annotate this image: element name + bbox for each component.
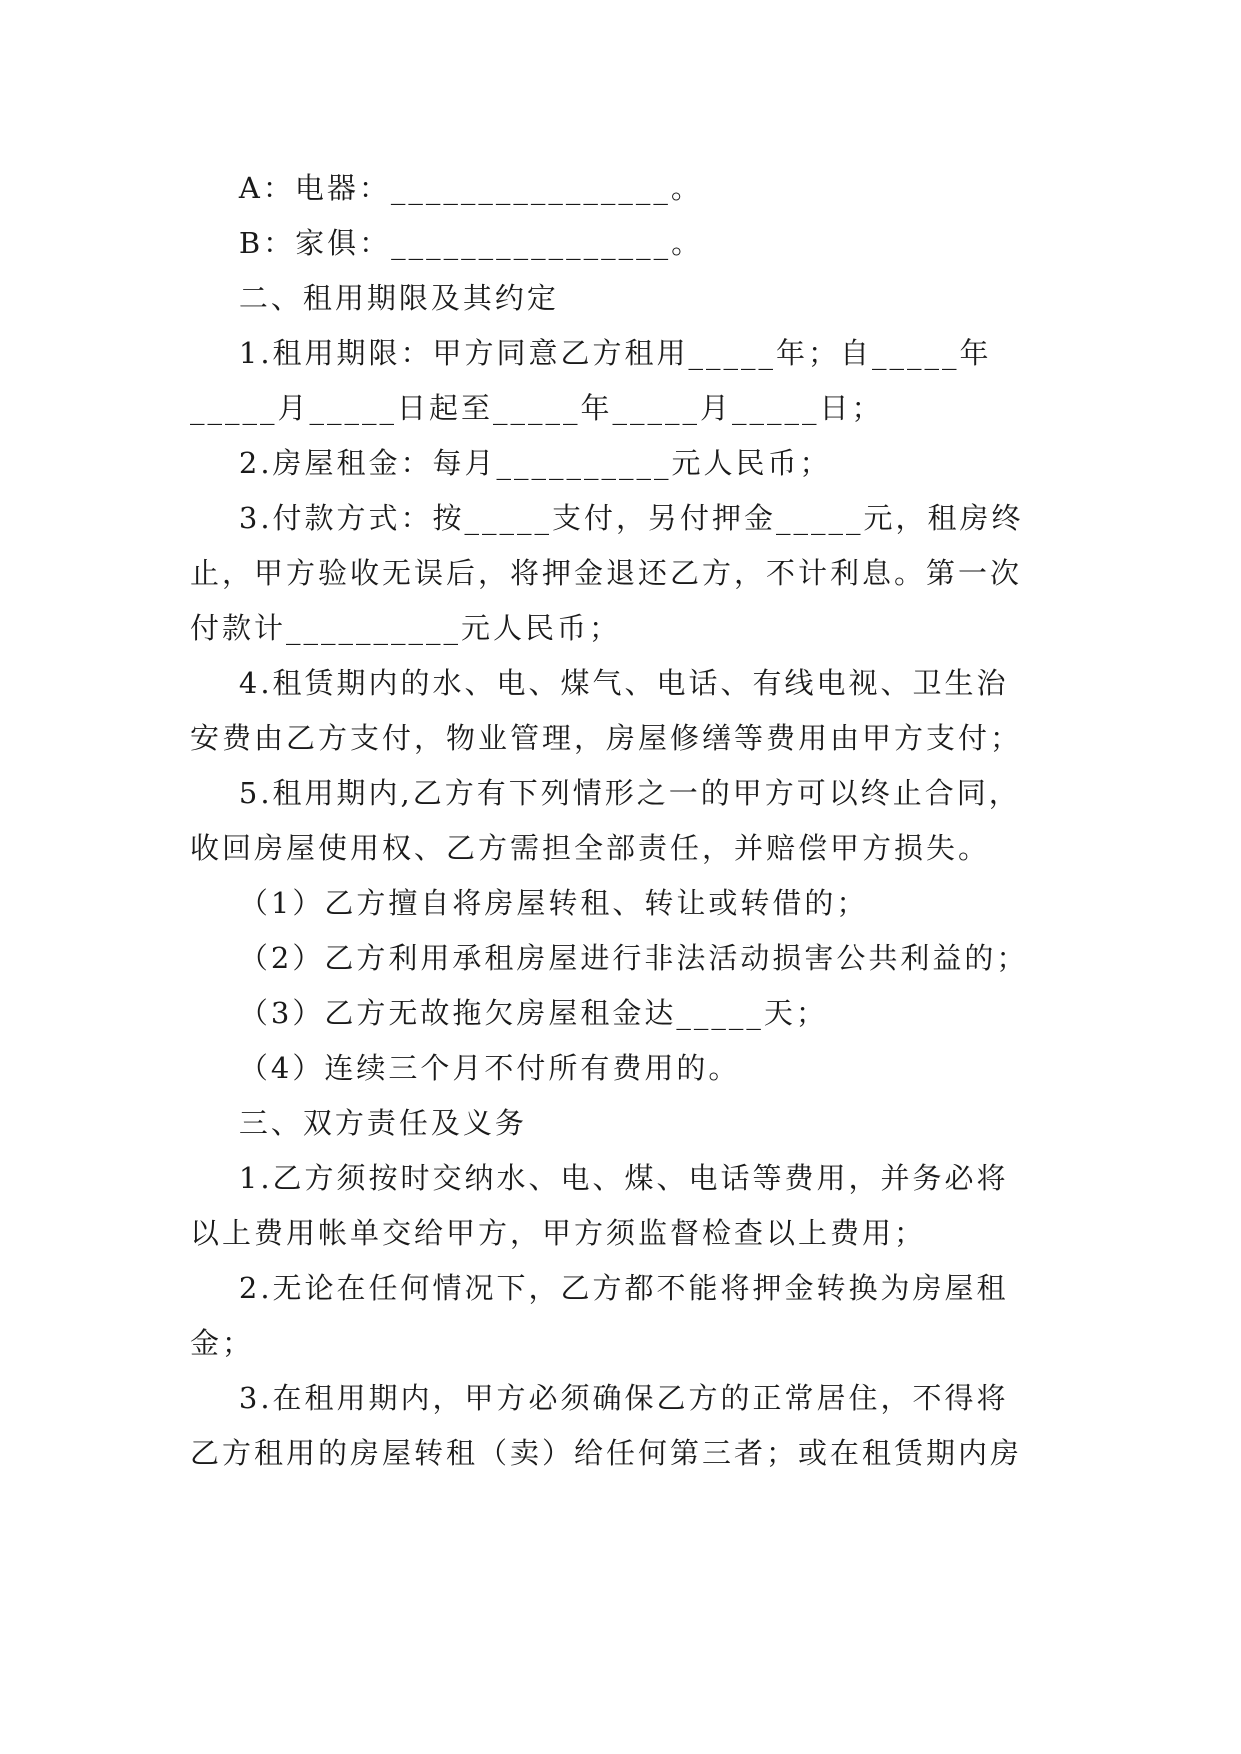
paragraph-line: 4.租赁期内的水、电、煤气、电话、有线电视、卫生治 — [190, 666, 1009, 700]
paragraph-line: 安费由乙方支付，物业管理，房屋修缮等费用由甲方支付； — [190, 721, 1023, 755]
furniture-line: B：家俱：________________。 — [190, 226, 704, 260]
paragraph-line: 收回房屋使用权、乙方需担全部责任，并赔偿甲方损失。 — [190, 831, 991, 865]
paragraph-line: 3.在租用期内，甲方必须确保乙方的正常居住，不得将 — [190, 1381, 1009, 1415]
list-item: （3）乙方无故拖欠房屋租金达_____天； — [190, 996, 828, 1030]
appliances-line: A：电器：________________。 — [190, 171, 703, 205]
paragraph-line: 5.租用期内,乙方有下列情形之一的甲方可以终止合同， — [190, 776, 1021, 810]
paragraph-line: 乙方租用的房屋转租（卖）给任何第三者；或在租赁期内房 — [190, 1436, 1023, 1470]
section-heading-duties: 三、双方责任及义务 — [190, 1106, 527, 1140]
paragraph-line: 1.租用期限：甲方同意乙方租用_____年；自_____年 — [190, 336, 992, 370]
list-item: （4）连续三个月不付所有费用的。 — [190, 1051, 741, 1085]
paragraph-line: 1.乙方须按时交纳水、电、煤、电话等费用，并务必将 — [190, 1161, 1009, 1195]
paragraph-line: 金； — [190, 1326, 255, 1360]
paragraph-line: 2.无论在任何情况下，乙方都不能将押金转换为房屋租 — [190, 1271, 1009, 1305]
paragraph-line: 3.付款方式：按_____支付，另付押金_____元，租房终 — [190, 501, 1024, 535]
section-heading-term: 二、租用期限及其约定 — [190, 281, 559, 315]
paragraph-line: 2.房屋租金：每月__________元人民币； — [190, 446, 832, 480]
paragraph-line: 付款计__________元人民币； — [190, 611, 622, 645]
paragraph-line: 止，甲方验收无误后，将押金退还乙方，不计利息。第一次 — [190, 556, 1023, 590]
list-item: （2）乙方利用承租房屋进行非法活动损害公共利益的； — [190, 941, 1029, 975]
paragraph-line: 以上费用帐单交给甲方，甲方须监督检查以上费用； — [190, 1216, 927, 1250]
paragraph-line: _____月_____日起至_____年_____月_____日； — [190, 391, 884, 425]
list-item: （1）乙方擅自将房屋转租、转让或转借的； — [190, 886, 869, 920]
